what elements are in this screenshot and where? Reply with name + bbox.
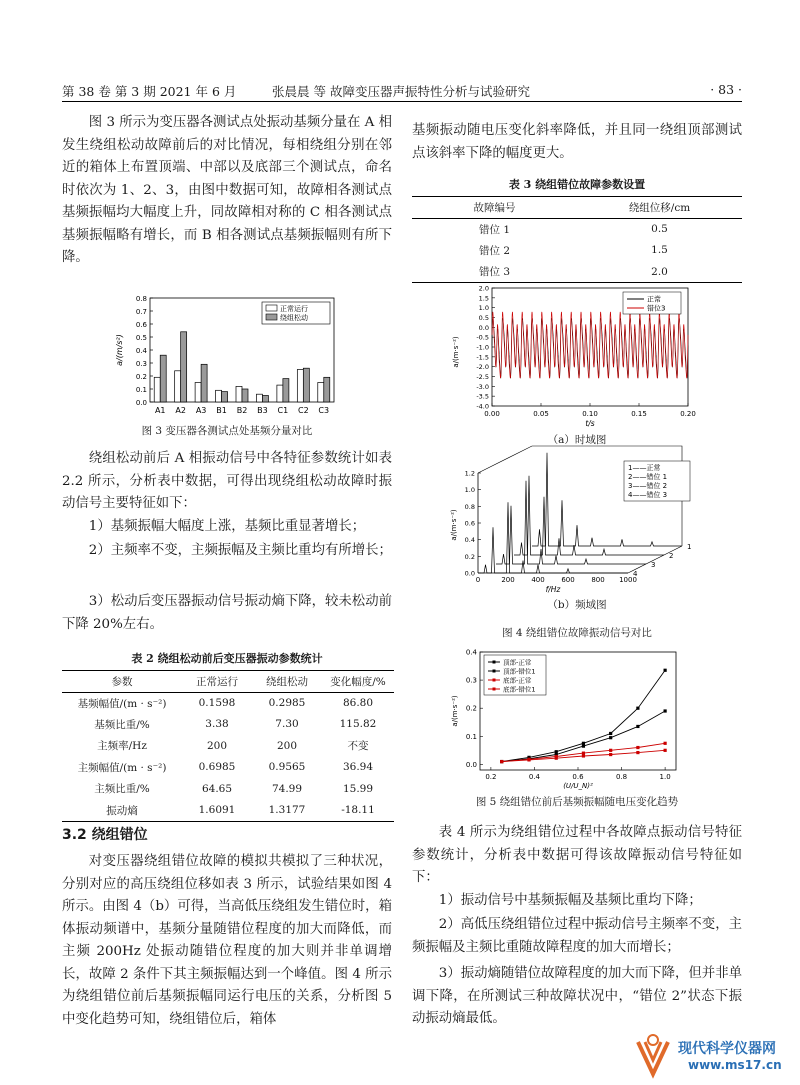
y-tick-label: 0.1 xyxy=(135,386,147,394)
data-point xyxy=(664,709,667,712)
legend-label: 顶部-正常 xyxy=(503,658,532,667)
x-tick-label: 0.15 xyxy=(631,410,647,418)
y-tick-label: 0.2 xyxy=(135,373,147,381)
y-tick-label: 0.3 xyxy=(135,360,147,368)
legend-label: 1——正常 xyxy=(628,464,661,472)
table-cell: -18.11 xyxy=(341,804,375,816)
table-row xyxy=(412,240,742,262)
legend-label: 顶部-错位1 xyxy=(503,667,536,676)
y-axis-label: a/(m/s²) xyxy=(115,334,124,366)
y-tick-label: -3.5 xyxy=(476,392,489,401)
bar-loose xyxy=(160,355,166,402)
legend-label: 正常运行 xyxy=(280,305,308,313)
table-cell: 36.94 xyxy=(342,761,374,774)
legend-label: 底部-错位1 xyxy=(503,685,536,694)
y-tick-label: -1.0 xyxy=(476,343,489,352)
table-row xyxy=(62,735,394,757)
table-row xyxy=(62,800,394,822)
x-tick-label: A1 xyxy=(154,406,166,415)
legend-label: 2——错位 1 xyxy=(628,473,668,481)
y-axis-label: a/(m·s⁻²) xyxy=(450,509,458,541)
bar-normal xyxy=(216,390,222,402)
y-tick-label: -3.0 xyxy=(476,382,489,391)
x-tick-label: C3 xyxy=(318,406,330,415)
x-tick-label: 0.2 xyxy=(485,773,497,781)
y-tick-label: 0.2 xyxy=(464,552,475,561)
x-tick-label: 1.0 xyxy=(659,773,671,781)
y-tick-label: 0.2 xyxy=(465,704,477,713)
table-cell: 主频比重/% xyxy=(94,783,150,796)
data-point xyxy=(636,707,639,710)
y-tick-label: -2.5 xyxy=(476,373,489,381)
data-point xyxy=(636,751,639,754)
table-cell: 3.38 xyxy=(205,718,229,731)
data-point xyxy=(555,757,558,760)
y-tick-label: 1.5 xyxy=(478,294,489,303)
data-point xyxy=(609,736,612,739)
bar-normal xyxy=(256,394,262,402)
paragraph: 绕组松动前后 A 相振动信号中各特征参数统计如表 2.2 所示，分析表中数据，可得出现绕组松动故障时振动信号主要特征如下： xyxy=(62,451,392,511)
y-tick-label: 0.0 xyxy=(135,399,147,407)
table-cell: 错位 3 xyxy=(478,266,511,278)
depth-label: 1 xyxy=(687,543,692,551)
depth-label: 3 xyxy=(651,561,656,569)
table2 xyxy=(62,670,394,822)
paragraph: 对变压器绕组错位故障的模拟共模拟了三种状况，分别对应的高压绕组位移如表 3 所示，试验结果如图 4 所示。由图 4（b）可得，当高低压绕组发生错位时，箱体振动频谱中，基频分量随错位程度的加大而降低，而主频 200Hz 处振动随错位程度的加大则并非单调增长，故障 2 条件下其主频振幅达到一个峰值。图 4 所示为绕组错位前后基频振幅同运行电压的关系，分析图 5 中变化趋势可知，绕组错位后，箱体 xyxy=(62,854,392,1027)
legend-label: 正常 xyxy=(647,295,661,304)
data-point xyxy=(636,725,639,728)
y-tick-label: 2.0 xyxy=(478,284,489,293)
y-tick-label: -0.5 xyxy=(476,333,489,342)
table-cell: 7.30 xyxy=(275,718,299,731)
bar-normal xyxy=(297,370,303,403)
y-tick-label: 1.0 xyxy=(464,486,475,495)
table-cell: 基频比重/% xyxy=(94,718,150,731)
x-tick-label: 0.6 xyxy=(572,773,584,781)
y-tick-label: 0.1 xyxy=(465,732,477,741)
table-cell: 200 xyxy=(206,739,228,752)
x-tick-label: 0.20 xyxy=(680,410,696,418)
data-point xyxy=(555,750,558,753)
x-tick-label: B3 xyxy=(257,406,268,415)
legend-label: 错位3 xyxy=(647,304,666,313)
y-tick-label: -1.5 xyxy=(476,353,489,362)
x-tick-label: 0.8 xyxy=(615,773,628,781)
x-axis-label: (U/U_N)² xyxy=(563,782,593,790)
bar-normal xyxy=(277,385,283,402)
table-cell: 0.6985 xyxy=(198,761,236,774)
x-tick-label: B2 xyxy=(236,406,248,415)
fig4b-caption: （b）频域图 xyxy=(547,599,607,611)
legend-marker xyxy=(493,670,496,673)
paragraph: 图 3 所示为变压器各测试点处振动基频分量在 A 相发生绕组松动故障前后的对比情况，每相绕组分别在邻近的箱体上布置顶端、中部以及底部三个测试点，命名时依次为 1、2、3，由图中数据可知，故障相各测试点基频振幅均大幅度上升，同故障相对称的 C 相各测试点基频振幅略有增长，而 B 相各测试点基频振幅则有所下降。 xyxy=(62,115,392,265)
section-heading: 3.2 绕组错位 xyxy=(62,827,148,843)
bar-loose xyxy=(201,364,207,402)
bar-loose xyxy=(283,379,289,402)
watermark-url: www.ms17.cn xyxy=(688,1058,782,1072)
watermark-logo-icon xyxy=(632,1032,674,1078)
table-row xyxy=(62,778,394,800)
list-item: 1）振动信号中基频振幅及基频比重均下降； xyxy=(438,893,702,908)
spectrum-line-3 xyxy=(496,481,646,564)
bar-normal xyxy=(318,383,324,403)
bar-loose xyxy=(324,377,330,402)
y-tick-label: 0.4 xyxy=(135,347,147,355)
x-tick-label: C2 xyxy=(297,406,309,415)
column-header: 正常运行 xyxy=(196,675,238,688)
column-header: 绕组松动 xyxy=(266,675,308,688)
bar-loose xyxy=(181,332,187,402)
table-cell: 2.0 xyxy=(651,265,668,278)
y-tick-label: 0.5 xyxy=(478,314,489,322)
y-tick-label: 0.4 xyxy=(465,648,477,657)
list-item: 1）基频振幅大幅度上涨，基频比重显著增长； xyxy=(88,519,366,534)
series-line-dislocation3 xyxy=(492,312,688,378)
fig3-caption: 图 3 变压器各测试点处基频分量对比 xyxy=(141,425,313,437)
list-item: 3）松动后变压器振动信号振动熵下降，较未松动前下降 20%左右。 xyxy=(62,594,392,632)
table-cell: 错位 2 xyxy=(478,244,511,257)
bar-normal xyxy=(175,371,181,402)
table-cell: 200 xyxy=(276,739,298,752)
x-tick-label: 0.05 xyxy=(533,410,549,418)
x-axis-label: f/Hz xyxy=(545,585,561,594)
legend-marker xyxy=(493,661,496,664)
list-item: 2）高低压绕组错位过程中振动信号主频率不变，主频振幅及主频比重随故障程度的加大而增长； xyxy=(412,917,742,955)
spectrum-line-4 xyxy=(478,502,628,573)
data-point xyxy=(582,752,585,755)
page-number: · 83 · xyxy=(710,82,742,97)
table-cell: 64.65 xyxy=(201,782,233,795)
y-tick-label: 0.8 xyxy=(135,295,147,303)
fig4-caption: 图 4 绕组错位故障振动信号对比 xyxy=(502,627,652,639)
data-point xyxy=(582,745,585,748)
data-point xyxy=(664,742,667,745)
legend-label: 底部-正常 xyxy=(503,676,532,685)
data-point xyxy=(500,760,503,763)
list-item: 3）振动熵随错位故障程度的加大而下降，但并非单调下降，在所测试三种故障状况中，“错位 2”状态下振动振动熵最低。 xyxy=(412,966,742,1026)
fig5-line-chart xyxy=(448,646,688,790)
y-axis-label: a/(m·s⁻²) xyxy=(451,695,459,727)
y-tick-label: 0.4 xyxy=(464,536,475,545)
table-cell: 错位 1 xyxy=(478,223,511,236)
x-tick-label: 400 xyxy=(531,576,545,584)
y-tick-label: 0.5 xyxy=(135,334,147,342)
legend-swatch xyxy=(266,314,277,320)
table-row xyxy=(62,757,394,779)
data-point xyxy=(582,742,585,745)
table-cell: 0.5 xyxy=(651,223,668,235)
fig5-caption: 图 5 绕组错位前后基频振幅随电压变化趋势 xyxy=(475,796,679,808)
bar-normal xyxy=(195,383,201,403)
paragraph: 基频振动随电压变化斜率降低，并且同一绕组顶部测试点该斜率下降的幅度更大。 xyxy=(412,123,742,161)
list-item: 2）主频率不变，主频振幅及主频比重均有所增长； xyxy=(88,543,392,558)
y-tick-label: 1.0 xyxy=(478,304,489,313)
y-tick-label: -4.0 xyxy=(476,402,489,411)
authors-title: 张晨晨 等 故障变压器声振特性分析与试验研究 xyxy=(272,84,530,99)
paragraph: 表 4 所示为绕组错位过程中各故障点振动信号特征参数统计，分析表中数据可得该故障振动信号特征如下： xyxy=(412,825,742,885)
watermark-name: 现代科学仪器网 xyxy=(678,1041,776,1057)
table-cell: 15.99 xyxy=(342,782,374,795)
table-cell: 1.5 xyxy=(651,244,668,257)
table-row xyxy=(412,218,742,240)
table-cell: 1.6091 xyxy=(198,804,236,816)
legend-label: 3——错位 2 xyxy=(628,482,668,490)
table-cell: 主频幅值/(m · s⁻²) xyxy=(77,761,167,774)
column-header: 参数 xyxy=(111,675,133,688)
data-point xyxy=(582,754,585,757)
table-cell: 0.1598 xyxy=(198,697,236,709)
table-row xyxy=(62,714,394,736)
table-cell: 振动熵 xyxy=(106,804,138,817)
journal-info: 第 38 卷 第 3 期 2021 年 6 月 xyxy=(62,84,237,99)
y-tick-label: 0.3 xyxy=(465,676,477,685)
bar-loose xyxy=(242,389,248,402)
table-cell: 115.82 xyxy=(339,718,377,731)
bar-loose xyxy=(222,392,228,402)
legend-marker xyxy=(493,679,496,682)
x-tick-label: 0.10 xyxy=(582,410,598,418)
y-tick-label: -2.0 xyxy=(476,363,489,372)
legend-label: 4——错位 3 xyxy=(628,491,668,499)
fig4a-caption: （a）时域图 xyxy=(547,434,607,446)
fig4a-time-domain-chart xyxy=(448,282,698,432)
x-tick-label: 1000 xyxy=(619,576,637,584)
legend-swatch xyxy=(266,305,277,311)
legend-label: 绕组松动 xyxy=(280,314,308,322)
table-cell: 0.2985 xyxy=(268,697,306,709)
x-tick-label: B1 xyxy=(216,406,227,415)
table-cell: 基频幅值/(m · s⁻²) xyxy=(77,697,167,710)
y-tick-label: 1.2 xyxy=(464,469,475,478)
data-point xyxy=(664,749,667,752)
table-header-row xyxy=(412,197,742,219)
data-point xyxy=(636,746,639,749)
y-axis-label: a/(m·s⁻²) xyxy=(452,336,460,368)
table-row xyxy=(62,692,394,714)
data-point xyxy=(609,732,612,735)
bar-normal xyxy=(236,386,242,402)
x-tick-label: C1 xyxy=(277,406,289,415)
bar-loose xyxy=(262,396,268,403)
column-header: 故障编号 xyxy=(473,201,516,214)
table-row xyxy=(412,261,742,283)
x-tick-label: 0.00 xyxy=(484,410,500,418)
data-point xyxy=(527,758,530,761)
x-tick-label: 0.4 xyxy=(528,773,541,781)
x-tick-label: A2 xyxy=(175,406,186,415)
running-header xyxy=(62,82,742,100)
y-tick-label: 0.8 xyxy=(464,502,475,511)
y-tick-label: 0.0 xyxy=(464,569,475,578)
y-tick-label: 0.6 xyxy=(135,321,147,329)
data-point xyxy=(664,669,667,672)
table3-title: 表 3 绕组错位故障参数设置 xyxy=(508,178,646,191)
data-point xyxy=(609,749,612,752)
depth-label: 4 xyxy=(633,570,638,578)
depth-label: 2 xyxy=(669,552,674,560)
header-rule xyxy=(62,101,742,102)
x-tick-label: 0 xyxy=(475,576,481,584)
data-point xyxy=(609,753,612,756)
y-tick-label: 0.7 xyxy=(135,308,147,316)
table2-title: 表 2 绕组松动前后变压器振动参数统计 xyxy=(131,652,323,665)
table-cell: 不变 xyxy=(347,740,369,753)
table-cell: 1.3177 xyxy=(268,804,306,816)
table-cell: 0.9565 xyxy=(268,761,306,774)
table-cell: 74.99 xyxy=(271,782,303,795)
x-tick-label: 600 xyxy=(561,576,575,584)
bar-loose xyxy=(303,368,309,402)
column-header: 变化幅度/% xyxy=(330,675,386,688)
legend-marker xyxy=(493,688,496,691)
watermark xyxy=(628,1030,798,1082)
table3 xyxy=(412,196,742,283)
x-tick-label: 800 xyxy=(591,576,605,584)
column-header: 绕组位移/cm xyxy=(628,201,691,214)
fig3-bar-chart xyxy=(112,290,342,420)
table-header-row xyxy=(62,671,394,693)
table-cell: 86.80 xyxy=(342,697,374,709)
y-tick-label: 0.6 xyxy=(464,519,475,528)
y-tick-label: 0.0 xyxy=(478,323,489,332)
x-tick-label: A3 xyxy=(195,406,207,415)
table-cell: 主频率/Hz xyxy=(97,740,147,753)
x-axis-label: t/s xyxy=(585,419,595,428)
x-tick-label: 200 xyxy=(501,576,515,584)
fig4b-frequency-domain-chart xyxy=(448,455,708,595)
bar-normal xyxy=(154,377,160,402)
y-tick-label: 0.0 xyxy=(465,760,477,769)
